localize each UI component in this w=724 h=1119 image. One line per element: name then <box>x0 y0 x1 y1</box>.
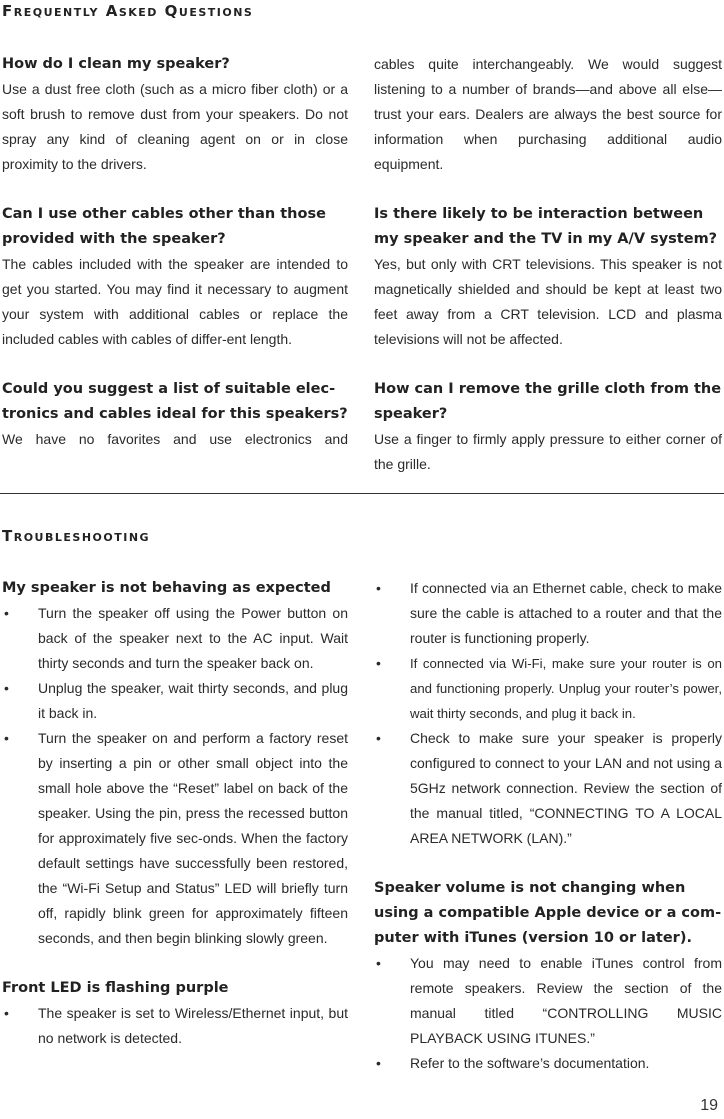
list-item <box>2 1001 348 1051</box>
list-item-text: Check to make sure your speaker is properly configured to connect to your LAN and not using a 5GHz network connection. Review the section of the manual titled, “CONNECTING TO A LOCAL AREA NETWORK (LAN).” <box>410 730 722 846</box>
bullet-icon: • <box>376 580 381 596</box>
bullet-list <box>2 1001 348 1051</box>
list-item-text: Unplug the speaker, wait thirty seconds, and plug it back in. <box>38 680 348 721</box>
list-item <box>2 676 348 726</box>
faq-question: How can I remove the grille cloth from the speaker? <box>374 381 722 422</box>
list-item <box>2 726 348 951</box>
troubleshooting-left-column <box>2 576 348 1051</box>
list-item-text: If connected via Wi-Fi, make sure your router is on and functioning properly. Unplug your router’s power, wait thirty seconds, and plug it back in. <box>410 656 722 721</box>
faq-answer: We have no favorites and use electronics and <box>2 431 348 447</box>
faq-left-column <box>2 52 348 452</box>
faq-right-column <box>374 52 722 477</box>
faq-question: Could you suggest a list of suitable elec-tronics and cables ideal for this speakers? <box>2 381 348 422</box>
bullet-icon: • <box>4 680 9 696</box>
list-item <box>2 601 348 676</box>
troubleshooting-heading: Front LED is flashing purple <box>2 980 229 996</box>
list-item <box>374 1051 722 1076</box>
faq-answer: The cables included with the speaker are intended to get you started. You may find it necessary to augment your system with additional cables or replace the included cables with cables of differ-ent length. <box>2 256 348 347</box>
list-item-text: Turn the speaker off using the Power button on back of the speaker next to the AC input. Wait thirty seconds and turn the speaker back on. <box>38 605 348 671</box>
bullet-list <box>374 951 722 1076</box>
list-item <box>374 726 722 851</box>
list-item <box>374 951 722 1051</box>
faq-answer-continuation: cables quite interchangeably. We would suggest listening to a number of brands—and above all else—trust your ears. Dealers are always the best source for information when purchasing additional audio equipment. <box>374 56 722 172</box>
faq-answer: Yes, but only with CRT televisions. This speaker is not magnetically shielded and should be kept at least two feet away from a CRT television. LCD and plasma televisions will not be affected. <box>374 256 722 347</box>
faq-answer: Use a dust free cloth (such as a micro fiber cloth) or a soft brush to remove dust from your speakers. Do not spray any kind of cleaning agent on or in close proximity to the drivers. <box>2 81 348 172</box>
list-item-text: Refer to the software’s documentation. <box>410 1055 650 1071</box>
bullet-icon: • <box>4 1005 9 1021</box>
list-item <box>374 651 722 726</box>
list-item-text: You may need to enable iTunes control from remote speakers. Review the section of the manual titled “CONTROLLING MUSIC PLAYBACK USING ITUNES.” <box>410 955 722 1046</box>
bullet-list <box>374 576 722 851</box>
list-item-text: Turn the speaker on and perform a factory reset by inserting a pin or other small object into the small hole above the “Reset” label on back of the speaker. Using the pin, press the recessed button for approximately five sec-onds. When the factory default settings have successfully been restored, the “Wi-Fi Setup and Status” LED will briefly turn off, rapidly blink green for approximately fifteen seconds, and then begin blinking slowly green. <box>38 730 348 946</box>
troubleshooting-right-column <box>374 576 722 1076</box>
faq-answer: Use a finger to firmly apply pressure to either corner of the grille. <box>374 431 722 472</box>
bullet-icon: • <box>376 730 381 746</box>
troubleshooting-title: Troubleshooting <box>2 527 151 545</box>
troubleshooting-heading: My speaker is not behaving as expected <box>2 580 331 596</box>
list-item-text: If connected via an Ethernet cable, check to make sure the cable is attached to a router and that the router is functioning properly. <box>410 580 722 646</box>
faq-question: Can I use other cables other than those provided with the speaker? <box>2 206 326 247</box>
list-item <box>374 576 722 651</box>
list-item-text: The speaker is set to Wireless/Ethernet input, but no network is detected. <box>38 1005 348 1046</box>
bullet-icon: • <box>4 605 9 621</box>
page-number: 19 <box>700 1097 718 1114</box>
faq-question: How do I clean my speaker? <box>2 56 230 72</box>
bullet-icon: • <box>376 655 381 671</box>
bullet-icon: • <box>376 1055 381 1071</box>
bullet-icon: • <box>376 955 381 971</box>
faq-title: Frequently Asked Questions <box>2 2 254 20</box>
faq-question: Is there likely to be interaction between my speaker and the TV in my A/V system? <box>374 206 718 247</box>
bullet-icon: • <box>4 730 9 746</box>
section-divider <box>0 493 724 494</box>
troubleshooting-heading: Speaker volume is not changing when using a compatible Apple device or a com-puter with iTunes (version 10 or later). <box>374 880 722 946</box>
bullet-list <box>2 601 348 951</box>
